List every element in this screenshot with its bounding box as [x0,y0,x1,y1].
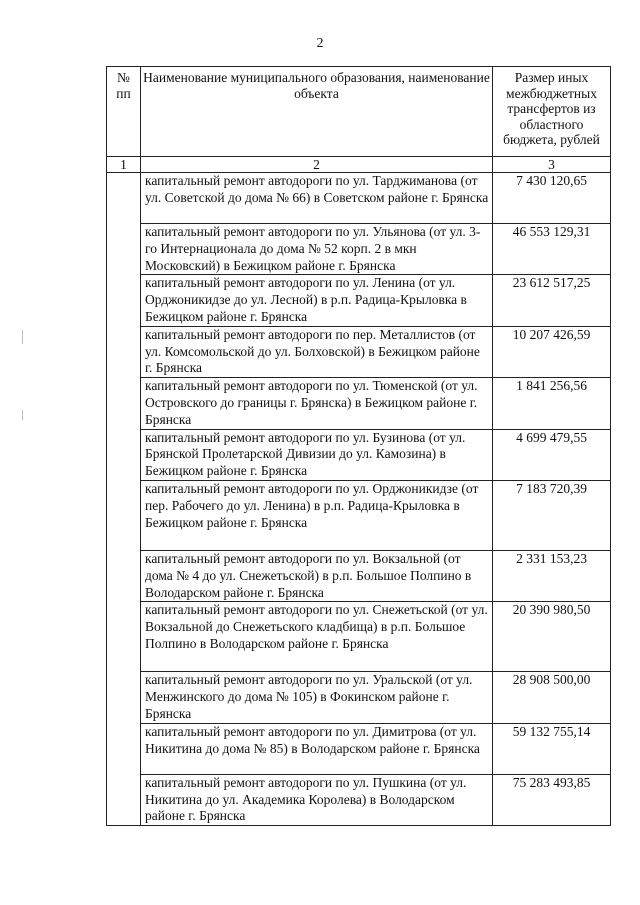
page-number: 2 [316,36,324,51]
transfer-amount: 20 390 980,50 [493,602,611,672]
table-row [107,480,611,550]
table-row [107,602,611,672]
header-number: № пп [107,67,141,157]
transfer-amount: 59 132 755,14 [493,723,611,774]
table-row [107,429,611,480]
row-number-cell [107,173,141,826]
table-row [107,326,611,377]
table-header-row [107,67,611,157]
object-name: капитальный ремонт автодороги по ул. Пушкина (от ул. Никитина до ул. Академика Королева) в Володарском районе г. Брянска [141,774,493,825]
column-number: 2 [141,157,493,173]
object-name: капитальный ремонт автодороги по ул. Вокзальной (от дома № 4 до ул. Снежетьской) в р.п. Большое Полпино в Володарском районе г. Брянска [141,550,493,601]
transfer-amount: 10 207 426,59 [493,326,611,377]
transfer-amount: 28 908 500,00 [493,672,611,723]
table-row [107,723,611,774]
scan-mark [22,330,23,344]
transfer-amount: 7 430 120,65 [493,173,611,224]
table-row [107,173,611,224]
column-number: 1 [107,157,141,173]
column-number: 3 [493,157,611,173]
object-name: капитальный ремонт автодороги по ул. Ульянова (от ул. 3-го Интернационала до дома № 52 корп. 2 в мкн Московский) в Бежицком районе г. Брянска [141,224,493,275]
transfer-amount: 4 699 479,55 [493,429,611,480]
scan-mark [22,410,23,420]
transfer-amount: 2 331 153,23 [493,550,611,601]
table-row [107,378,611,429]
table-row [107,275,611,326]
transfer-amount: 7 183 720,39 [493,480,611,550]
object-name: капитальный ремонт автодороги по ул. Тарджимановa (от ул. Советской до дома № 66) в Советском районе г. Брянска [141,173,493,224]
transfer-amount: 75 283 493,85 [493,774,611,825]
table-row [107,774,611,825]
table-row [107,550,611,601]
column-number-row [107,157,611,173]
transfer-amount: 23 612 517,25 [493,275,611,326]
object-name: капитальный ремонт автодороги по ул. Тюменской (от ул. Островского до границы г. Брянска) в Бежицком районе г. Брянска [141,378,493,429]
object-name: капитальный ремонт автодороги по ул. Бузинова (от ул. Брянской Пролетарской Дивизии до ул. Камозина) в Бежицком районе г. Брянска [141,429,493,480]
header-name: Наименование муниципального образования, наименование объекта [141,67,493,157]
object-name: капитальный ремонт автодороги по ул. Уральской (от ул. Менжинского до дома № 105) в Фокинском районе г. Брянска [141,672,493,723]
object-name: капитальный ремонт автодороги по пер. Металлистов (от ул. Комсомольской до ул. Болховской) в Бежицком районе г. Брянска [141,326,493,377]
object-name: капитальный ремонт автодороги по ул. Димитрова (от ул. Никитина до дома № 85) в Володарском районе г. Брянска [141,723,493,774]
object-name: капитальный ремонт автодороги по ул. Снежетьской (от ул. Вокзальной до Снежетьского кладбища) в р.п. Большое Полпино в Володарском районе г. Брянска [141,602,493,672]
table-row [107,672,611,723]
transfers-table [106,66,611,826]
object-name: капитальный ремонт автодороги по ул. Орджоникидзе (от пер. Рабочего до ул. Ленина) в р.п. Радица-Крыловка в Бежицком районе г. Брянска [141,480,493,550]
table-row [107,224,611,275]
object-name: капитальный ремонт автодороги по ул. Ленина (от ул. Орджоникидзе до ул. Лесной) в р.п. Радица-Крыловка в Бежицком районе г. Брянска [141,275,493,326]
transfer-amount: 46 553 129,31 [493,224,611,275]
transfer-amount: 1 841 256,56 [493,378,611,429]
header-amount: Размер иных межбюджетных трансфертов из областного бюджета, рублей [493,67,611,157]
